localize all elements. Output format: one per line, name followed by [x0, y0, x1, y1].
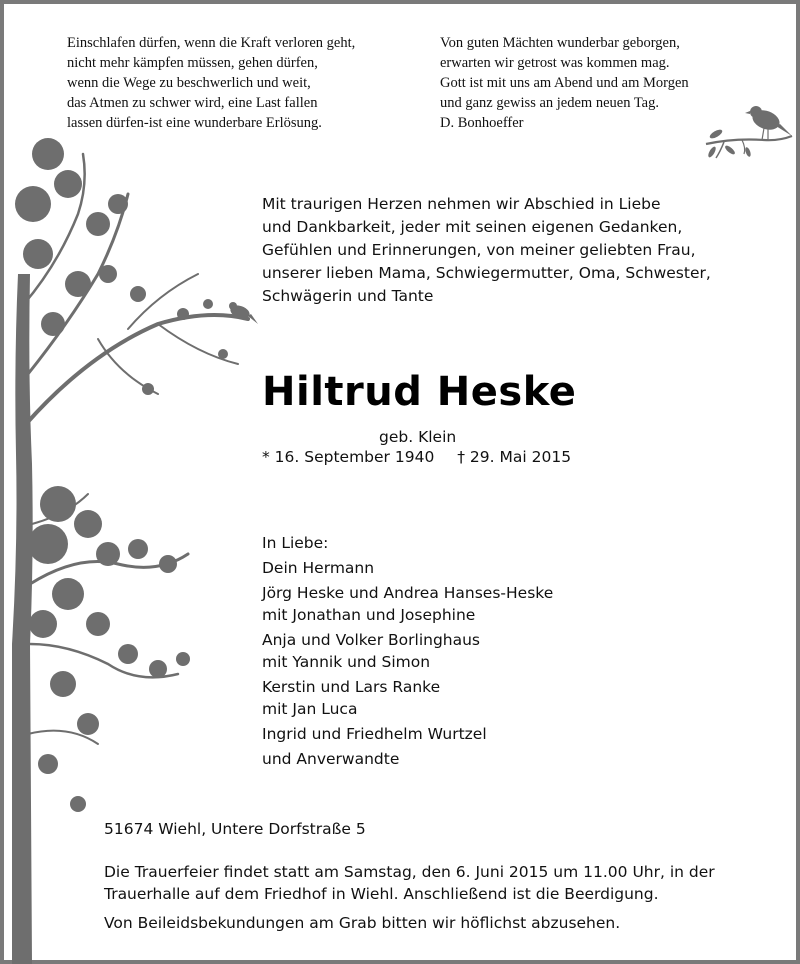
mourner-line: mit Jan Luca — [262, 700, 358, 718]
mourners-heading: In Liebe: — [262, 534, 329, 552]
condolence-request: Von Beileidsbekundungen am Grab bitten wir höflichst abzusehen. — [104, 914, 621, 932]
death-date: † 29. Mai 2015 — [457, 448, 572, 466]
intro-line: Schwägerin und Tante — [262, 287, 434, 305]
tree-silhouette-icon — [8, 124, 268, 964]
intro-line: unserer lieben Mama, Schwiegermutter, Oma, Schwester, — [262, 264, 711, 282]
maiden-name: geb. Klein — [379, 428, 457, 446]
notice-line: Trauerhalle auf dem Friedhof in Wiehl. Anschließend ist die Beerdigung. — [104, 885, 659, 903]
birth-date: * 16. September 1940 — [262, 448, 435, 466]
mourners-list — [262, 532, 682, 773]
mourner-line: Dein Hermann — [262, 559, 375, 577]
poem-line: wenn die Wege zu beschwerlich und weit, — [67, 75, 311, 91]
mourner-group — [262, 723, 682, 745]
intro-line: Mit traurigen Herzen nehmen wir Abschied in Liebe — [262, 195, 661, 213]
mourner-line: mit Jonathan und Josephine — [262, 606, 476, 624]
intro-text — [262, 193, 762, 308]
life-dates — [262, 448, 571, 466]
mourner-line: Kerstin und Lars Ranke — [262, 678, 441, 696]
poem-left — [67, 33, 427, 133]
intro-line: und Dankbarkeit, jeder mit seinen eigenen Gedanken, — [262, 218, 683, 236]
deceased-name: Hiltrud Heske — [262, 369, 577, 415]
poem-line: erwarten wir getrost was kommen mag. — [440, 55, 670, 71]
mourner-group — [262, 629, 682, 673]
poem-line: Einschlafen dürfen, wenn die Kraft verloren geht, — [67, 35, 356, 51]
mourner-line: Ingrid und Friedhelm Wurtzel — [262, 725, 487, 743]
poem-line: das Atmen zu schwer wird, eine Last fallen — [67, 95, 318, 111]
poem-line: Gott ist mit uns am Abend und am Morgen — [440, 75, 689, 91]
intro-line: Gefühlen und Erinnerungen, von meiner geliebten Frau, — [262, 241, 696, 259]
mourner-group — [262, 748, 682, 770]
mourner-line: mit Yannik und Simon — [262, 653, 431, 671]
mourner-line: Anja und Volker Borlinghaus — [262, 631, 481, 649]
poem-line: und ganz gewiss an jedem neuen Tag. — [440, 95, 659, 111]
mourner-group — [262, 582, 682, 626]
mourner-group — [262, 557, 682, 579]
poem-line: lassen dürfen-ist eine wunderbare Erlösung. — [67, 115, 322, 131]
bird-on-branch-icon — [704, 100, 794, 160]
poem-line: Von guten Mächten wunderbar geborgen, — [440, 35, 680, 51]
poem-author: D. Bonhoeffer — [440, 115, 524, 131]
funeral-notice — [104, 861, 764, 905]
mourner-line: Jörg Heske und Andrea Hanses-Heske — [262, 584, 554, 602]
poem-line: nicht mehr kämpfen müssen, gehen dürfen, — [67, 55, 318, 71]
notice-line: Die Trauerfeier findet statt am Samstag, den 6. Juni 2015 um 11.00 Uhr, in der — [104, 863, 715, 881]
mourner-line: und Anverwandte — [262, 750, 400, 768]
mourner-group — [262, 676, 682, 720]
address: 51674 Wiehl, Untere Dorfstraße 5 — [104, 820, 366, 838]
